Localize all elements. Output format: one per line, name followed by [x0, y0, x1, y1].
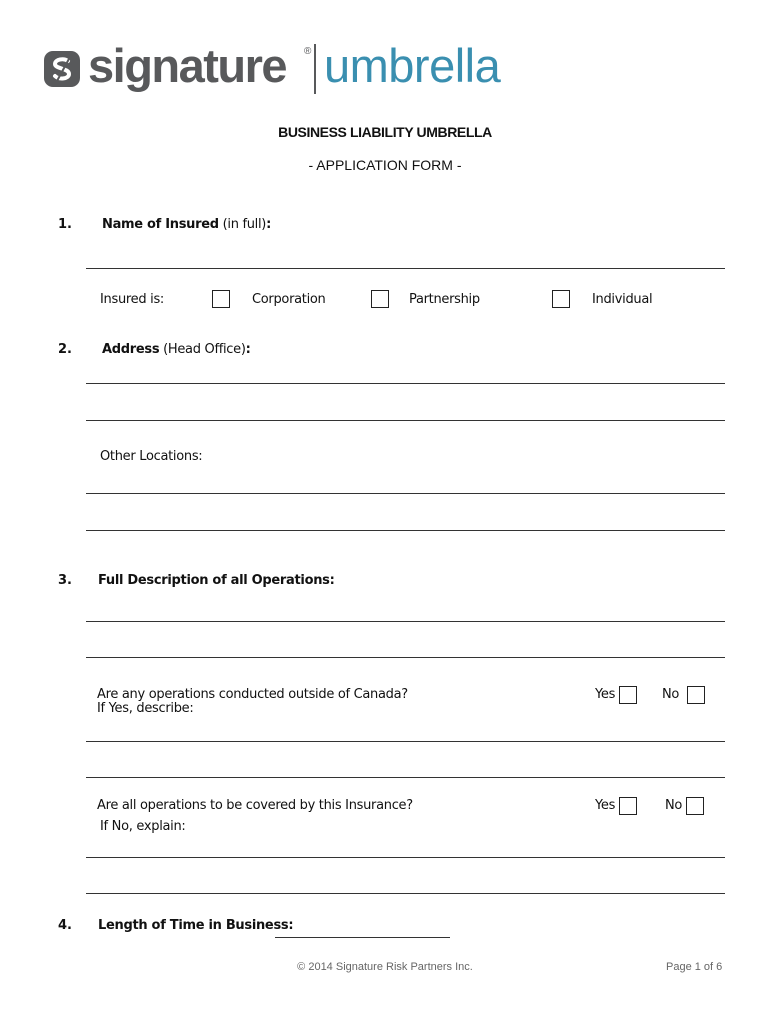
address-label — [102, 342, 251, 357]
all-operations-covered-question: Are all operations to be covered by this Insurance? — [97, 798, 413, 813]
section-2-number: 2. — [58, 342, 72, 357]
operations-field-line-1[interactable] — [86, 621, 725, 622]
individual-checkbox[interactable] — [552, 290, 570, 308]
length-in-business-label: Length of Time in Business: — [98, 918, 294, 933]
logo-product-text: umbrella — [324, 39, 501, 92]
logo-divider — [314, 44, 316, 94]
other-locations-field-line-2[interactable] — [86, 530, 725, 531]
address-colon: : — [245, 342, 251, 357]
section-4-number: 4. — [58, 918, 72, 933]
outside-canada-no-checkbox[interactable] — [687, 686, 705, 704]
all-operations-yes-label: Yes — [595, 798, 616, 813]
all-operations-no-checkbox[interactable] — [686, 797, 704, 815]
logo-registered-mark: ® — [304, 46, 312, 57]
outside-canada-no-label: No — [662, 687, 680, 702]
address-bold: Address — [102, 342, 160, 357]
name-of-insured-field[interactable] — [86, 268, 725, 269]
company-logo — [44, 38, 544, 98]
all-operations-yes-checkbox[interactable] — [619, 797, 637, 815]
other-locations-label: Other Locations: — [100, 449, 203, 464]
section-1-number: 1. — [58, 217, 72, 232]
address-field-line-1[interactable] — [86, 383, 725, 384]
name-of-insured-colon: : — [266, 217, 271, 232]
copyright-text: © 2014 Signature Risk Partners Inc. — [297, 961, 473, 973]
individual-label: Individual — [592, 292, 653, 307]
logo-brand-text: signature — [88, 39, 287, 92]
all-operations-no-label: No — [665, 798, 683, 813]
partnership-label: Partnership — [409, 292, 480, 307]
name-of-insured-bold: Name of Insured — [102, 217, 219, 232]
address-field-line-2[interactable] — [86, 420, 725, 421]
name-of-insured-label — [102, 217, 271, 232]
other-locations-field-line-1[interactable] — [86, 493, 725, 494]
all-operations-field-line-2[interactable] — [86, 893, 725, 894]
all-operations-field-line-1[interactable] — [86, 857, 725, 858]
partnership-checkbox[interactable] — [371, 290, 389, 308]
corporation-label: Corporation — [252, 292, 326, 307]
operations-description-label: Full Description of all Operations: — [98, 573, 335, 588]
corporation-checkbox[interactable] — [212, 290, 230, 308]
outside-canada-question: Are any operations conducted outside of Canada? — [97, 687, 408, 702]
operations-field-line-2[interactable] — [86, 657, 725, 658]
outside-canada-field-line-2[interactable] — [86, 777, 725, 778]
section-3-number: 3. — [58, 573, 72, 588]
outside-canada-yes-label: Yes — [595, 687, 616, 702]
outside-canada-describe-label: If Yes, describe: — [97, 701, 194, 716]
outside-canada-field-line-1[interactable] — [86, 741, 725, 742]
form-title: BUSINESS LIABILITY UMBRELLA — [278, 124, 492, 140]
address-extra: (Head Office) — [159, 342, 246, 357]
insured-is-label: Insured is: — [100, 292, 164, 307]
outside-canada-yes-checkbox[interactable] — [619, 686, 637, 704]
all-operations-explain-label: If No, explain: — [100, 819, 186, 834]
name-of-insured-extra: (in full) — [218, 217, 267, 232]
signature-s-logo-icon — [44, 51, 80, 87]
length-in-business-field[interactable] — [275, 937, 450, 938]
form-subtitle: - APPLICATION FORM - — [308, 157, 462, 173]
page-number: Page 1 of 6 — [666, 961, 723, 973]
